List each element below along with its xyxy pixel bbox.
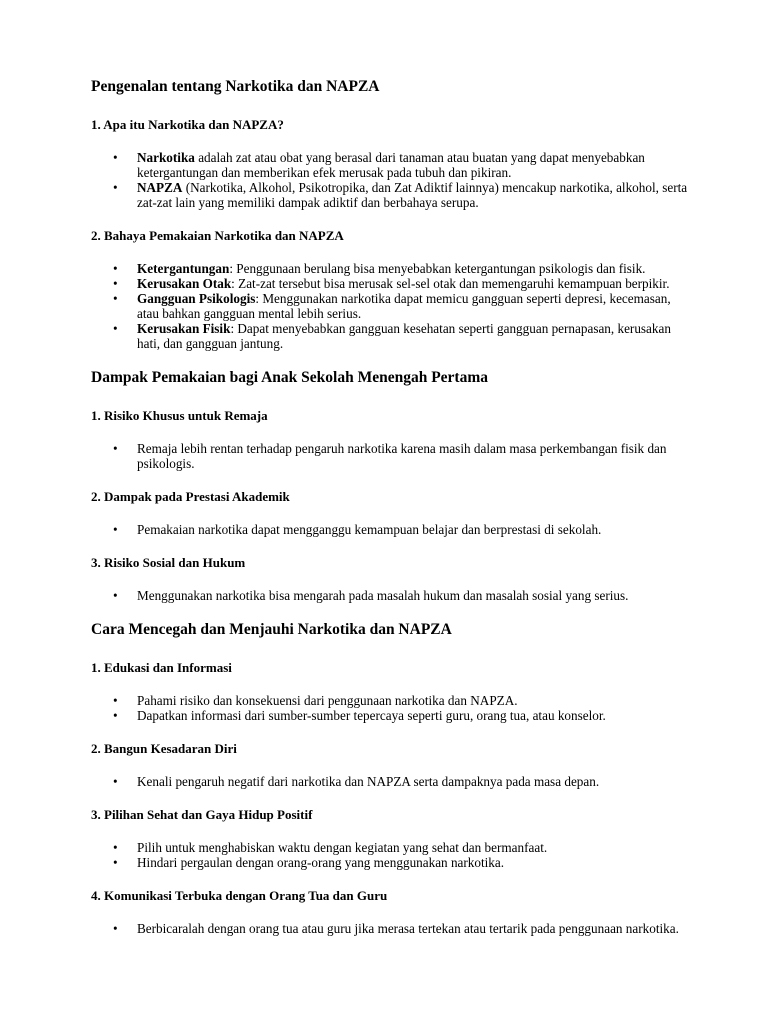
section-title: Dampak Pemakaian bagi Anak Sekolah Menengah Pertama [91,369,489,386]
bullet-list [91,588,688,603]
item-text: (Narkotika, Alkohol, Psikotropika, dan Zat Adiktif lainnya) mencakup narkotika, alkohol, serta zat-zat lain yang memiliki dampak adiktif dan berbahaya serupa. [137,180,688,210]
list-item: • Menggunakan narkotika bisa mengarah pada masalah hukum dan masalah sosial yang serius. [91,588,688,603]
item-text: : Penggunaan berulang bisa menyebabkan ketergantungan psikologis dan fisik. [229,261,646,276]
list-item: • Berbicaralah dengan orang tua atau guru jika merasa tertekan atau tertarik pada penggunaan narkotika. [91,921,688,936]
subsection-heading: 4. Komunikasi Terbuka dengan Orang Tua dan Guru [91,888,388,903]
bullet-list [91,522,688,537]
subsection-heading: 1. Edukasi dan Informasi [91,660,232,675]
subsection-heading: 2. Bangun Kesadaran Diri [91,741,237,756]
item-text: : Menggunakan narkotika dapat memicu gangguan seperti depresi, kecemasan, atau bahkan gangguan mental lebih serius. [137,291,671,321]
term-label: NAPZA [137,180,183,195]
term-label: Narkotika [137,150,195,165]
list-item [91,150,688,180]
list-item: • Dapatkan informasi dari sumber-sumber tepercaya seperti guru, orang tua, atau konselor. [91,708,688,723]
list-item: • Hindari pergaulan dengan orang-orang yang menggunakan narkotika. [91,855,688,870]
list-item [91,180,688,210]
item-text: : Dapat menyebabkan gangguan kesehatan seperti gangguan pernapasan, kerusakan hati, dan gangguan jantung. [137,321,671,351]
section-title: Pengenalan tentang Narkotika dan NAPZA [91,78,380,95]
list-item: • Kenali pengaruh negatif dari narkotika dan NAPZA serta dampaknya pada masa depan. [91,774,688,789]
subsection-heading: 2. Bahaya Pemakaian Narkotika dan NAPZA [91,228,344,243]
subsection-heading: 2. Dampak pada Prestasi Akademik [91,489,290,504]
bullet-list [91,693,688,723]
list-item [91,261,688,276]
list-item [91,276,688,291]
term-label: Ketergantungan [137,261,230,276]
list-item: • Pilih untuk menghabiskan waktu dengan kegiatan yang sehat dan bermanfaat. [91,840,688,855]
bullet-list [91,840,688,870]
bullet-list [91,921,688,936]
bullet-list [91,150,688,210]
list-item: • Pemakaian narkotika dapat mengganggu kemampuan belajar dan berprestasi di sekolah. [91,522,688,537]
term-label: Kerusakan Fisik [137,321,231,336]
item-text: : Zat-zat tersebut bisa merusak sel-sel otak dan memengaruhi kemampuan berpikir. [231,276,670,291]
list-item [91,321,688,351]
list-item: • Remaja lebih rentan terhadap pengaruh narkotika karena masih dalam masa perkembangan fisik dan psikologis. [91,441,688,471]
bullet-list [91,261,688,351]
list-item [91,291,688,321]
term-label: Kerusakan Otak [137,276,232,291]
list-item: • Pahami risiko dan konsekuensi dari penggunaan narkotika dan NAPZA. [91,693,688,708]
subsection-heading: 3. Pilihan Sehat dan Gaya Hidup Positif [91,807,313,822]
term-label: Gangguan Psikologis [137,291,256,306]
section-title: Cara Mencegah dan Menjauhi Narkotika dan NAPZA [91,621,452,638]
bullet-list [91,774,688,789]
item-text: adalah zat atau obat yang berasal dari tanaman atau buatan yang dapat menyebabkan ketergantungan dan memberikan efek merusak pada tubuh dan pikiran. [137,150,645,180]
bullet-list [91,441,688,471]
subsection-heading: 3. Risiko Sosial dan Hukum [91,555,246,570]
subsection-heading: 1. Risiko Khusus untuk Remaja [91,408,268,423]
subsection-heading: 1. Apa itu Narkotika dan NAPZA? [91,117,284,132]
